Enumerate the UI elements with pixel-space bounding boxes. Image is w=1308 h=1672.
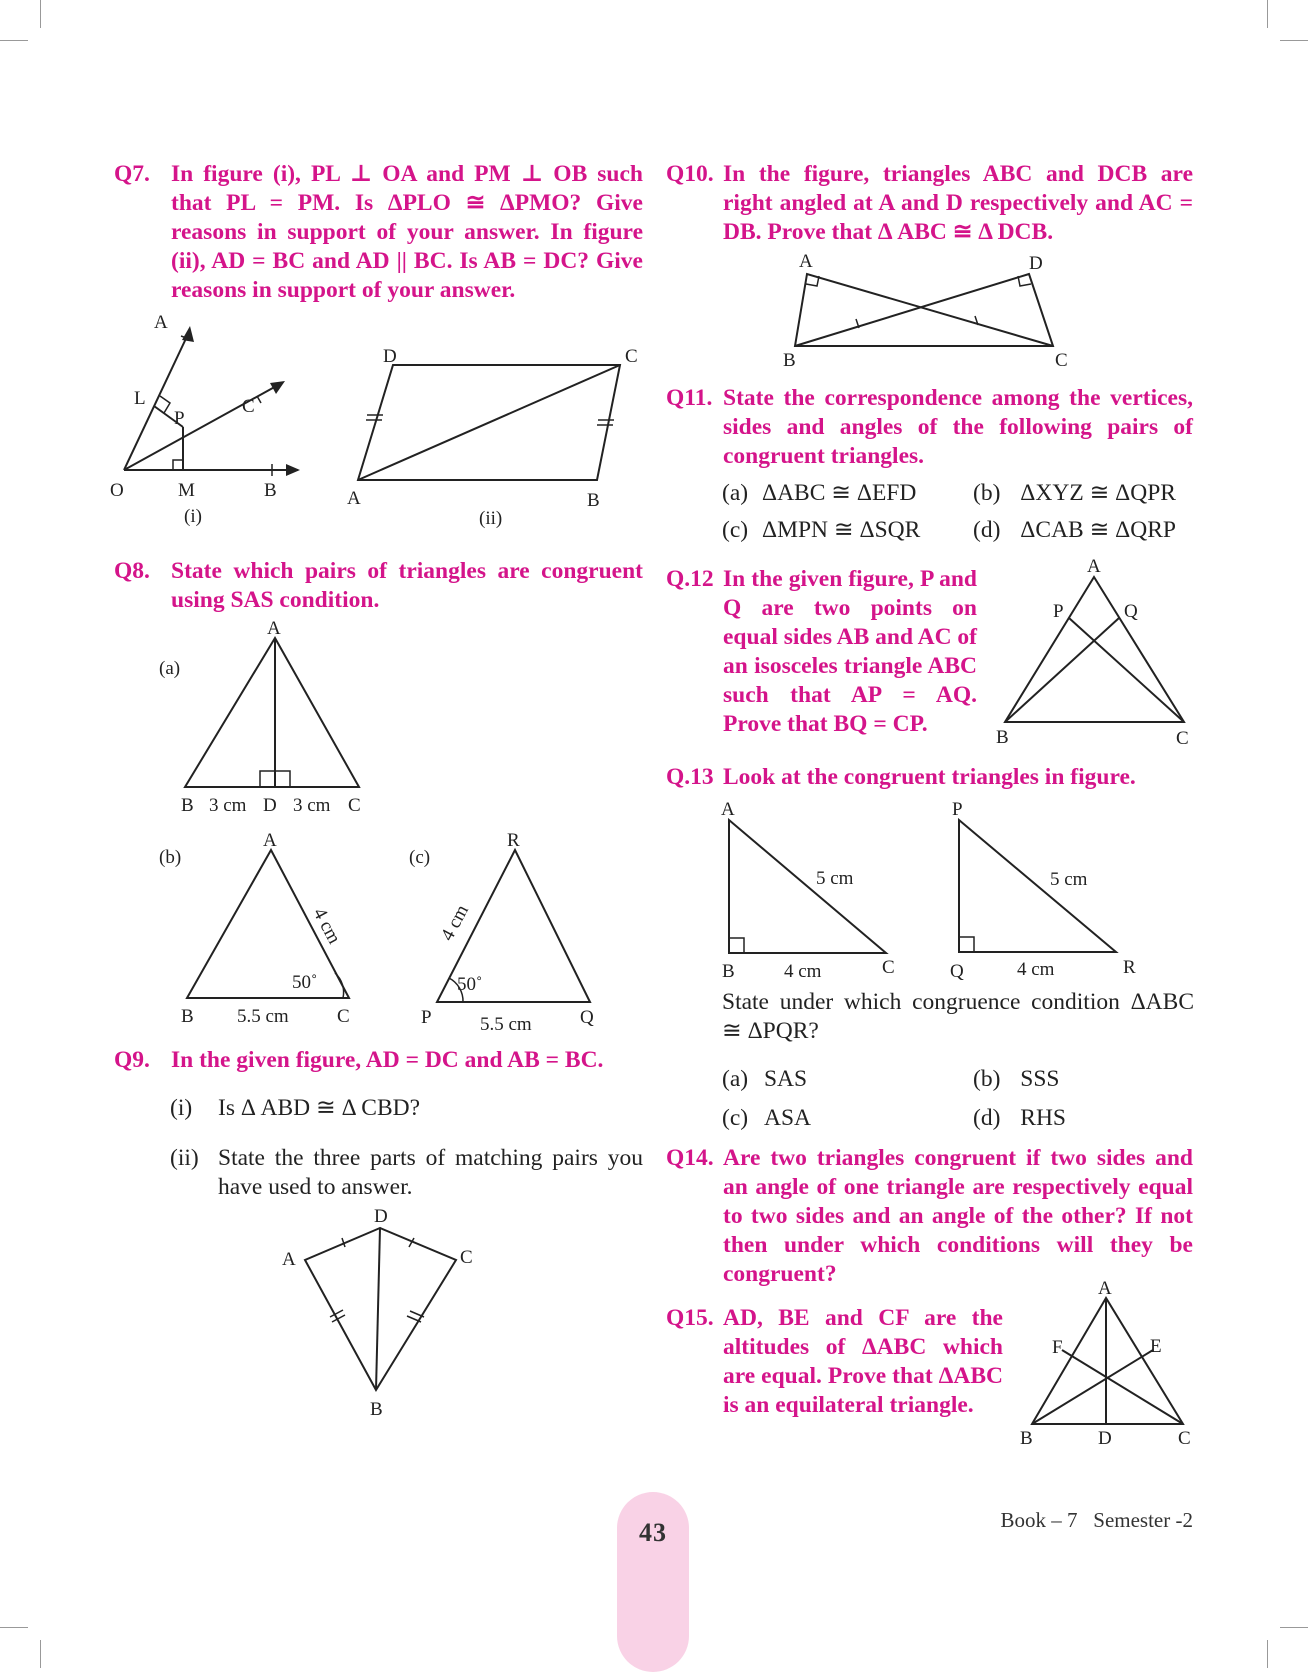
option-text: SAS bbox=[763, 1066, 808, 1092]
question-8 bbox=[114, 557, 644, 617]
figure-q8-b bbox=[155, 830, 375, 1030]
figure-q8-c bbox=[409, 830, 615, 1035]
q13-option bbox=[973, 1065, 1203, 1094]
part-tag: (ii) bbox=[170, 1145, 199, 1171]
label-a: A bbox=[263, 830, 277, 851]
option-tag: (c) bbox=[722, 1105, 749, 1131]
question-15 bbox=[666, 1304, 1004, 1454]
question-7 bbox=[114, 160, 644, 310]
part-tag: (i) bbox=[170, 1095, 193, 1121]
label-c: C bbox=[1178, 1428, 1191, 1449]
option-tag: (c) bbox=[722, 517, 749, 543]
side-measure: 4 cm bbox=[436, 901, 474, 945]
figure-q9 bbox=[270, 1200, 490, 1425]
base-measure: 4 cm bbox=[1017, 959, 1055, 980]
label-r: R bbox=[507, 830, 520, 851]
label-e: E bbox=[1150, 1336, 1162, 1357]
question-number: Q.12 bbox=[666, 566, 714, 592]
figure-q7-ii bbox=[335, 340, 655, 530]
option-tag: (d) bbox=[973, 1105, 1001, 1131]
label-d: D bbox=[1029, 253, 1043, 274]
option-tag: (a) bbox=[722, 480, 749, 506]
label-a: A bbox=[721, 799, 735, 820]
figure-caption: (ii) bbox=[479, 508, 503, 529]
part-tag: (c) bbox=[409, 847, 431, 868]
label-d: D bbox=[1098, 1428, 1112, 1449]
label-a: A bbox=[1098, 1278, 1112, 1299]
part-tag: (b) bbox=[159, 847, 182, 868]
option-text: SSS bbox=[1020, 1066, 1060, 1092]
question-number: Q.13 bbox=[666, 764, 714, 790]
crop-mark bbox=[0, 40, 28, 41]
part-text: Is Δ ABD ≅ Δ CBD? bbox=[218, 1095, 421, 1121]
label-c: C bbox=[1055, 350, 1068, 371]
question-number: Q15. bbox=[666, 1305, 714, 1331]
option-tag: (b) bbox=[973, 480, 1001, 506]
label-a: A bbox=[282, 1249, 296, 1270]
label-p: P bbox=[174, 408, 185, 429]
label-b: B bbox=[181, 795, 194, 816]
q11-option bbox=[722, 479, 952, 508]
figure-q10 bbox=[775, 248, 1095, 373]
question-11 bbox=[666, 384, 1194, 474]
label-a: A bbox=[154, 312, 168, 333]
label-d: D bbox=[374, 1206, 388, 1227]
label-d: D bbox=[383, 346, 397, 367]
label-m: M bbox=[178, 480, 195, 501]
option-text: ΔMPN ≅ ΔSQR bbox=[761, 517, 921, 543]
question-text: In the given figure, AD = DC and AB = BC. bbox=[171, 1047, 604, 1073]
label-a: A bbox=[799, 251, 813, 272]
option-tag: (b) bbox=[973, 1066, 1001, 1092]
book-footer: Book – 7 Semester -2 bbox=[1000, 1508, 1193, 1532]
label-c: C bbox=[625, 346, 638, 367]
label-q: Q bbox=[1124, 601, 1138, 622]
base-measure: 5.5 cm bbox=[237, 1006, 289, 1027]
question-number: Q7. bbox=[114, 161, 150, 187]
q11-option bbox=[973, 479, 1203, 508]
label-b: B bbox=[587, 490, 600, 511]
label-c: C bbox=[460, 1247, 473, 1268]
part-text: State the three parts of matching pairs you have used to answer. bbox=[218, 1145, 643, 1200]
base-measure: 4 cm bbox=[784, 961, 822, 982]
option-tag: (d) bbox=[973, 517, 1001, 543]
hypotenuse-measure: 5 cm bbox=[1050, 869, 1088, 890]
label-a: A bbox=[267, 618, 281, 639]
part-tag: (a) bbox=[159, 658, 181, 679]
crop-mark bbox=[0, 1627, 28, 1628]
figure-q13-pqr bbox=[940, 795, 1160, 980]
label-c: C bbox=[242, 396, 255, 417]
label-c: C bbox=[1176, 728, 1189, 749]
base-measure: 5.5 cm bbox=[480, 1014, 532, 1035]
label-b: B bbox=[1020, 1428, 1033, 1449]
question-text: In the figure, triangles ABC and DCB are right angled at A and D respectively and AC = DB. Prove that Δ ABC ≅ Δ DCB. bbox=[723, 161, 1193, 245]
question-13 bbox=[666, 763, 1194, 795]
q13-option bbox=[722, 1065, 952, 1094]
label-c: C bbox=[882, 957, 895, 978]
q13-question: State under which congruence condition ΔABC ≅ ΔPQR? bbox=[722, 989, 1194, 1044]
crop-mark bbox=[40, 0, 41, 28]
label-b: B bbox=[181, 1006, 194, 1027]
option-text: ΔCAB ≅ ΔQRP bbox=[1020, 517, 1176, 543]
figure-q15 bbox=[1010, 1270, 1200, 1450]
q13-option bbox=[722, 1104, 952, 1133]
label-f: F bbox=[1052, 1337, 1063, 1358]
question-text: Are two triangles congruent if two sides and an angle of one triangle are respectively equal to two sides and an angle of the other? If not then under which conditions will they be congruent? bbox=[723, 1145, 1193, 1287]
question-number: Q11. bbox=[666, 385, 713, 411]
q11-option bbox=[722, 516, 952, 545]
measure: 3 cm bbox=[209, 795, 247, 816]
figure-q12 bbox=[990, 555, 1200, 755]
label-c: C bbox=[337, 1006, 350, 1027]
label-a: A bbox=[1087, 556, 1101, 577]
label-b: B bbox=[370, 1399, 383, 1420]
option-text: RHS bbox=[1020, 1105, 1066, 1131]
label-o: O bbox=[110, 480, 124, 501]
question-text: In figure (i), PL ⊥ OA and PM ⊥ OB such that PL = PM. Is ΔPLO ≅ ΔPMO? Give reasons in support of your answer. In figure (ii), AD = BC and AD || BC. Is AB = DC? Give reasons in support of your answer. bbox=[171, 161, 643, 303]
question-number: Q14. bbox=[666, 1145, 714, 1171]
label-q: Q bbox=[580, 1007, 594, 1028]
q11-option bbox=[973, 516, 1203, 545]
label-p: P bbox=[952, 799, 963, 820]
question-text: State the correspondence among the vertices, sides and angles of the following pairs of congruent triangles. bbox=[723, 385, 1193, 469]
label-d: D bbox=[263, 795, 277, 816]
page-number: 43 bbox=[639, 1518, 667, 1547]
crop-mark bbox=[40, 1640, 41, 1668]
q13-option bbox=[973, 1104, 1203, 1133]
question-number: Q8. bbox=[114, 558, 150, 584]
option-text: ΔXYZ ≅ ΔQPR bbox=[1020, 480, 1176, 506]
option-tag: (a) bbox=[722, 1066, 749, 1092]
label-b: B bbox=[264, 480, 277, 501]
question-number: Q10. bbox=[666, 161, 714, 187]
q9-part-i bbox=[170, 1094, 644, 1126]
label-b: B bbox=[722, 961, 735, 982]
label-l: L bbox=[134, 388, 146, 409]
angle-measure: 50˚ bbox=[457, 974, 483, 995]
question-text: In the given figure, P and Q are two points on equal sides AB and AC of an isosceles triangle ABC such that AP = AQ. Prove that BQ = CP. bbox=[723, 566, 978, 737]
option-text: ASA bbox=[763, 1105, 811, 1131]
figure-q8-a bbox=[155, 618, 375, 818]
figure-q7-i bbox=[110, 312, 310, 530]
question-10 bbox=[666, 160, 1194, 250]
question-12 bbox=[666, 565, 978, 737]
label-b: B bbox=[783, 350, 796, 371]
crop-mark bbox=[1267, 0, 1268, 28]
crop-mark bbox=[1280, 40, 1308, 41]
angle-measure: 50˚ bbox=[292, 972, 318, 993]
question-number: Q9. bbox=[114, 1047, 150, 1073]
figure-q13-abc bbox=[710, 795, 930, 980]
question-text: AD, BE and CF are the altitudes of ΔABC which are equal. Prove that ΔABC is an equilateral triangle. bbox=[723, 1305, 1003, 1418]
hypotenuse-measure: 5 cm bbox=[816, 868, 854, 889]
option-text: ΔABC ≅ ΔEFD bbox=[761, 480, 917, 506]
crop-mark bbox=[1267, 1640, 1268, 1668]
label-q: Q bbox=[950, 961, 964, 982]
label-p: P bbox=[421, 1007, 432, 1028]
question-text: State which pairs of triangles are congruent using SAS condition. bbox=[171, 558, 643, 613]
label-b: B bbox=[996, 727, 1009, 748]
label-a: A bbox=[347, 488, 361, 509]
question-text: Look at the congruent triangles in figure. bbox=[723, 764, 1136, 790]
side-measure: 4 cm bbox=[308, 904, 345, 948]
label-p: P bbox=[1053, 601, 1064, 622]
figure-caption: (i) bbox=[184, 506, 202, 527]
question-9 bbox=[114, 1046, 644, 1078]
crop-mark bbox=[1280, 1627, 1308, 1628]
label-c: C bbox=[348, 795, 361, 816]
label-r: R bbox=[1123, 957, 1136, 978]
measure: 3 cm bbox=[293, 795, 331, 816]
q9-part-ii bbox=[170, 1144, 644, 1204]
